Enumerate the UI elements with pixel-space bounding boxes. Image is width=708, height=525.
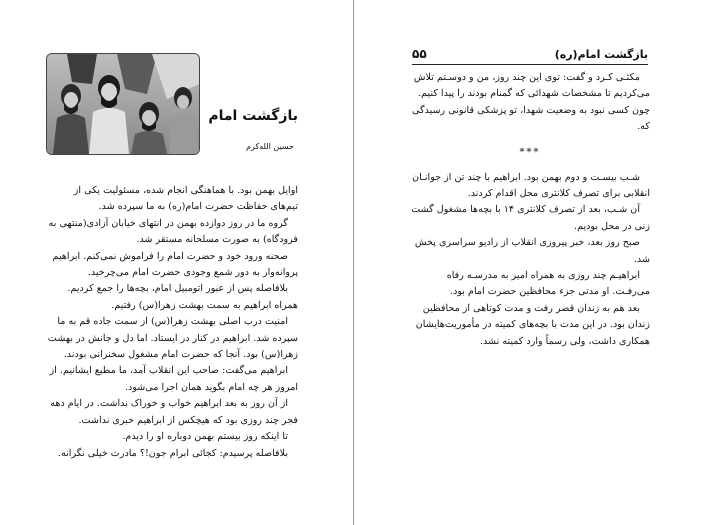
paragraph: از آن روز به بعد ابراهیم خواب و خوراک نداشت. در ایام دهه فجر چند روزی بود که هیچکس از ابراهیم خبری نداشت. [50, 398, 298, 426]
paragraph: مکثـی کـرد و گفت: توی این چند روز، من و دوسـتم تلاش می‌کردیم تا مشخصات شهدائی که گمنام بودند را پیدا کنیم. چون کسی نبود به وضعیت شهدا، تو پزشکی قانونی رسیدگی که. [412, 72, 650, 133]
paragraph: آن شـب، بعد از تصرف کلانتری ۱۴ با بچه‌ها مشغول گشت زنی در محل بودیم. [411, 204, 650, 232]
paragraph: امنیت درب اصلی بهشت زهرا(س) از سمت جاده قم به ما سپرده شد. ابراهیم در کنار در ایستاد. اما دل و جانش در بهشت زهرا(س) بود. آنجا که حضرت امام مشغول سخنرانی بودند. [47, 316, 298, 361]
chapter-title: بازگشت امام [208, 108, 298, 124]
right-page-body [410, 70, 650, 350]
left-page-body [46, 183, 298, 462]
paragraph: صحنه ورود خود و حضرت امام را فراموش نمی‌کنم. ابراهیم پروانه‌وار به دور شمع وجودی حضرت امام می‌چرخید. [52, 250, 298, 279]
paragraph: صبح روز بعد، خبر پیروزی انقلاب از رادیو سراسری پخش شد. [414, 237, 650, 265]
section-separator: *** [519, 146, 541, 158]
left-page [0, 0, 353, 525]
page-number: ۵۵ [412, 47, 427, 61]
running-title: بازگشت امام(ره) [554, 48, 648, 61]
group-photo-image [47, 54, 199, 154]
paragraph: بعد هم به زندان قصر رفت و مدت کوتاهی از محافظین زندان بود. در این مدت با بچه‌های کمیته در مأموریت‌هایشان همکاری داشت، ولی رسماً وارد کمیته نشد. [415, 302, 650, 347]
paragraph: اوایل بهمن بود. با هماهنگی انجام شده، مسئولیت یکی از تیم‌های حفاظت حضرت امام(ره) به ما سپرده شد. [73, 185, 298, 213]
paragraph: بلافاصله پرسیدم: کجائی ابرام جون!؟ مادرت خیلی نگرانه. [57, 447, 288, 459]
paragraph: گروه ما در روز دوازده بهمن در انتهای خیابان آزادی(منتهی به فرودگاه) به صورت مسلحانه مستقر شد. [48, 217, 298, 246]
paragraph: بلافاصله پس از عبور اتومبیل امام، بچه‌ها را جمع کردیم. همراه ابراهیم به سمت بهشت زهرا(س) رفتیم. [67, 283, 298, 311]
paragraph: ابراهیم می‌گفت: صاحب این انقلاب آمد، ما مطیع ایشانیم. از امروز هر چه امام بگوید همان اجرا می‌شود. [49, 365, 298, 393]
right-page [354, 0, 708, 525]
running-header [412, 48, 648, 62]
paragraph: ابراهیـم چند روزی به همراه امیر به مدرسـه رفاه می‌رفـت. او مدتی جزء محافظین حضرت امام بود. [446, 270, 650, 298]
paragraph: شـب بیسـت و دوم بهمن بود. ابراهیم با چند تن از جوانـان انقلابی برای تصرف کلانتری محل اقدام کردند. [412, 171, 650, 200]
author-name: حسین الله‌کرم [246, 142, 294, 151]
chapter-photo [46, 53, 200, 155]
header-rule [412, 64, 648, 65]
paragraph: تا اینکه روز بیستم بهمن دوباره او را دیدم. [122, 431, 288, 443]
